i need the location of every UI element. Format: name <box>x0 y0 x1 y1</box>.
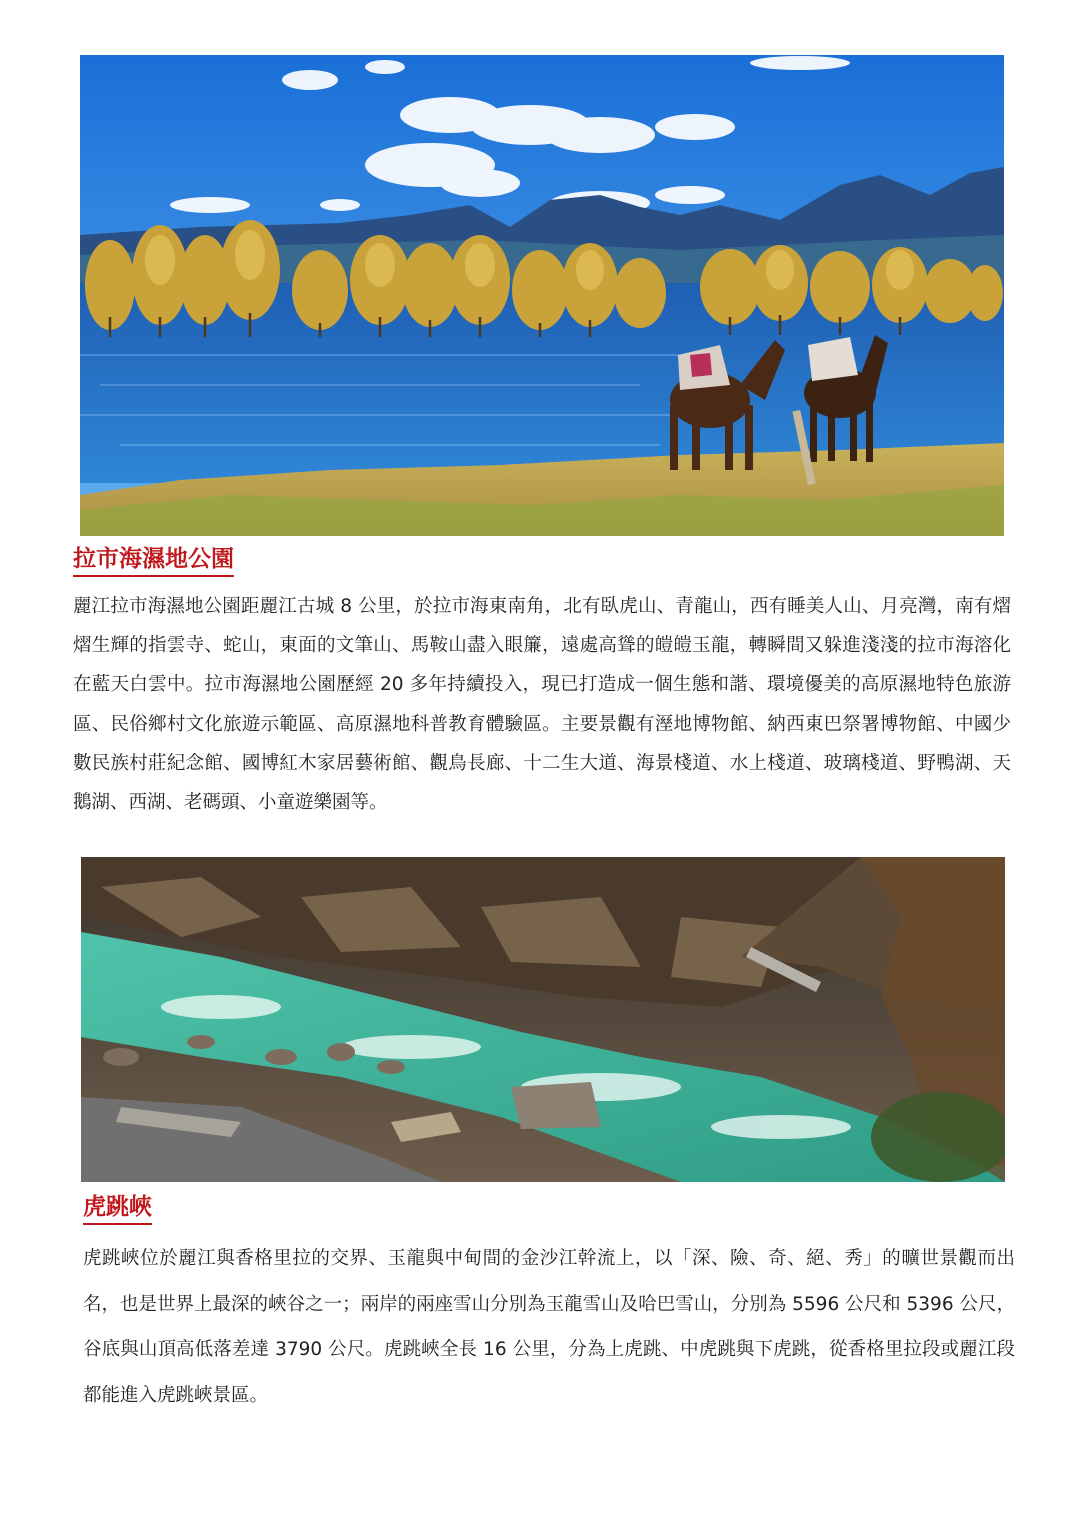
lashihai-scene <box>80 55 1004 536</box>
section-title-lashihai: 拉市海濕地公園 <box>73 545 234 577</box>
tiger-leaping-gorge-photo <box>81 857 1005 1182</box>
section-title-tiger-leaping-gorge: 虎跳峽 <box>83 1193 152 1225</box>
section-body-lashihai: 麗江拉市海濕地公園距麗江古城 8 公里，於拉市海東南角，北有臥虎山、青龍山，西有睡美人山、月亮灣，南有熠熠生輝的指雲寺、蛇山，東面的文筆山、馬鞍山盡入眼簾，遠處高聳的皚皚玉龍，轉瞬間又躲進淺淺的拉市海溶化在藍天白雲中。拉市海濕地公園歷經 20 多年持續投入，現已打造成一個生態和諧、環境優美的高原濕地特色旅游區、民俗鄉村文化旅遊示範區、高原濕地科普教育體驗區。主要景觀有溼地博物館、納西東巴祭署博物館、中國少數民族村莊紀念館、國博紅木家居藝術館、觀鳥長廊、十二生大道、海景棧道、水上棧道、玻璃棧道、野鴨湖、天鵝湖、西湖、老碼頭、小童遊樂園等。 <box>73 596 1011 814</box>
lashihai-wetland-photo <box>80 55 1004 536</box>
gorge-scene <box>81 857 1005 1182</box>
section-body-tiger-leaping-gorge: 虎跳峽位於麗江與香格里拉的交界、玉龍與中甸間的金沙江幹流上，以「深、險、奇、絕、秀」的曠世景觀而出名，也是世界上最深的峽谷之一；兩岸的兩座雪山分別為玉龍雪山及哈巴雪山，分別為 5596 公尺和 5396 公尺，谷底與山頂高低落差達 3790 公尺。虎跳峽全長 16 公里，分為上虎跳、中虎跳與下虎跳，從香格里拉段或麗江段都能進入虎跳峽景區。 <box>83 1248 1015 1406</box>
